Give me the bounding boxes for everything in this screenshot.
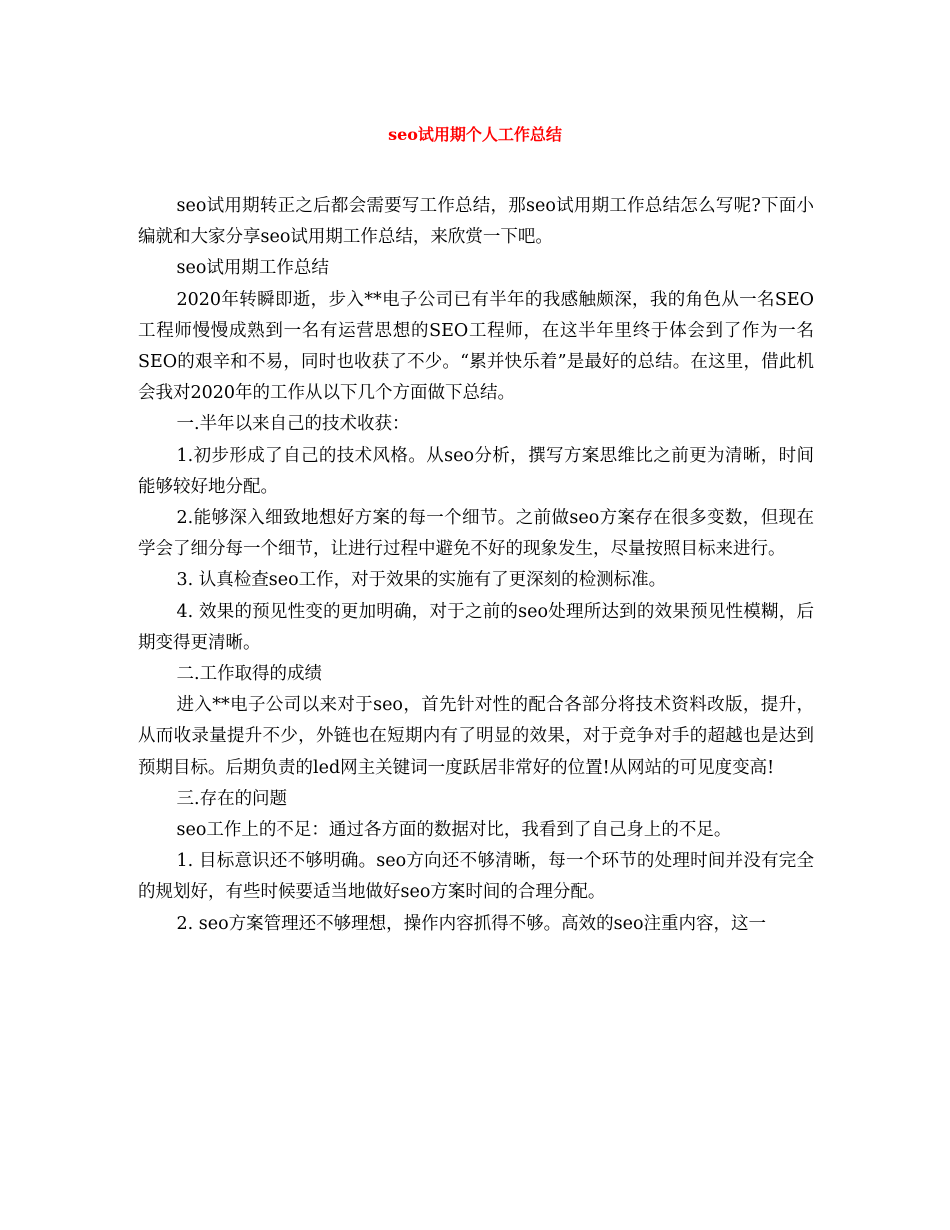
document-title: seo试用期个人工作总结: [388, 125, 562, 144]
section-heading-problems: 三.存在的问题: [176, 788, 288, 809]
paragraph-item: 1.初步形成了自己的技术风格。从seo分析，撰写方案思维比之前更为清晰，时间能够较好地分配。: [138, 445, 814, 497]
section-heading-tech-gains: 一.半年以来自己的技术收获：: [176, 414, 410, 435]
paragraph-subtitle: seo试用期工作总结: [176, 258, 329, 279]
section-heading-achievements: 二.工作取得的成绩: [176, 664, 323, 685]
paragraph-problems-intro: seo工作上的不足：通过各方面的数据对比，我看到了自己身上的不足。: [176, 820, 732, 841]
document-body: [138, 191, 814, 940]
paragraph-intro: seo试用期转正之后都会需要写工作总结，那seo试用期工作总结怎么写呢?下面小编就和大家分享seo试用期工作总结，来欣赏一下吧。: [138, 196, 814, 248]
paragraph-item: 1. 目标意识还不够明确。seo方向还不够清晰，每一个环节的处理时间并没有完全的规划好，有些时候要适当地做好seo方案时间的合理分配。: [138, 851, 814, 903]
paragraph-item: 2. seo方案管理还不够理想，操作内容抓得不够。高效的seo注重内容，这一: [176, 913, 767, 934]
paragraph-item: 2.能够深入细致地想好方案的每一个细节。之前做seo方案存在很多变数，但现在学会了细分每一个细节，让进行过程中避免不好的现象发生，尽量按照目标来进行。: [138, 508, 814, 560]
paragraph-overview: 2020年转瞬即逝，步入**电子公司已有半年的我感触颇深，我的角色从一名SEO工程师慢慢成熟到一名有运营思想的SEO工程师，在这半年里终于体会到了作为一名SEO的艰辛和不易，同时也收获了不少。“累并快乐着”是最好的总结。在这里，借此机会我对2020年的工作从以下几个方面做下总结。: [138, 289, 814, 404]
paragraph-item: 3. 认真检查seo工作，对于效果的实施有了更深刻的检测标准。: [176, 570, 667, 591]
paragraph-item: 4. 效果的预见性变的更加明确，对于之前的seo处理所达到的效果预见性模糊，后期变得更清晰。: [138, 601, 814, 653]
paragraph-achievements: 进入**电子公司以来对于seo，首先针对性的配合各部分将技术资料改版，提升，从而收录量提升不少，外链也在短期内有了明显的效果，对于竞争对手的超越也是达到预期目标。后期负责的led网主关键词一度跃居非常好的位置!从网站的可见度变高!: [138, 695, 814, 778]
